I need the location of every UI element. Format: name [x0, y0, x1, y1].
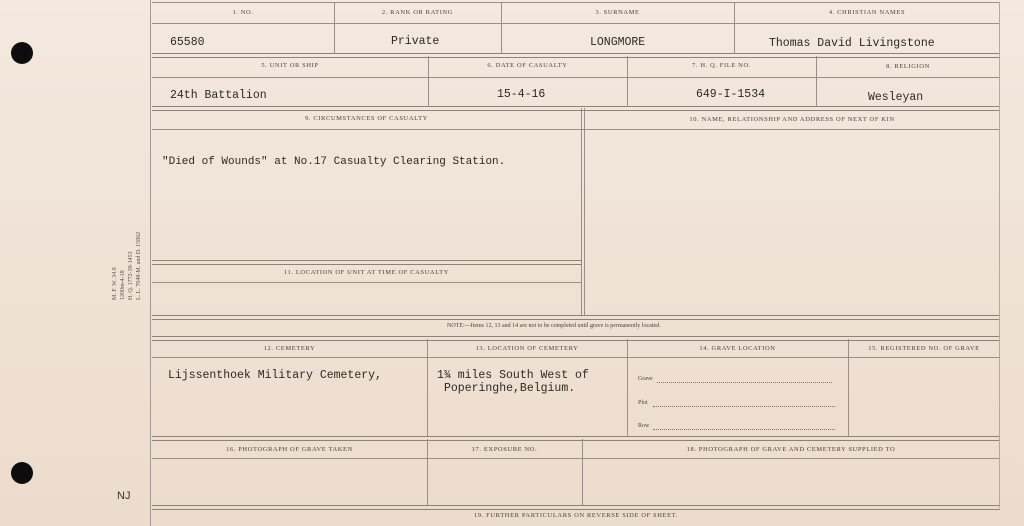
header-rank: 2. RANK OR RATING [381, 9, 454, 16]
value-number: 65580 [170, 36, 205, 49]
side-code-1: M. F. W. 34.8 [112, 267, 118, 300]
side-code-3: H. Q. 1772-39-1453 [128, 251, 134, 300]
header-next-of-kin: 10. NAME, RELATIONSHIP AND ADDRESS OF NEXT OF KIN [689, 116, 895, 123]
value-christian-names: Thomas David Livingstone [769, 37, 935, 50]
header-no: 1. NO. [232, 9, 254, 16]
footer-further-particulars: 19. FURTHER PARTICULARS ON REVERSE SIDE OF SHEET. [474, 512, 678, 519]
side-code-4: L. L. 7048-M. and D. 15862 [136, 231, 142, 300]
header-photograph-supplied: 18. PHOTOGRAPH OF GRAVE AND CEMETERY SUPPLIED TO [686, 446, 896, 453]
value-surname: LONGMORE [590, 36, 646, 49]
header-circumstances: 9. CIRCUMSTANCES OF CASUALTY [305, 115, 428, 122]
value-unit: 24th Battalion [170, 89, 267, 102]
value-religion: Wesleyan [868, 91, 924, 104]
header-location-of-unit: 11. LOCATION OF UNIT AT TIME OF CASUALTY [283, 269, 450, 276]
header-exposure-no: 17. EXPOSURE NO. [471, 446, 538, 453]
value-date: 15-4-16 [497, 88, 546, 101]
plot-label: Plot [638, 400, 648, 406]
header-date: 6. DATE OF CASUALTY [487, 62, 568, 69]
side-codes [108, 230, 148, 310]
value-location-line2: Poperinghe,Belgium. [444, 382, 576, 395]
value-location-line1: 1¾ miles South West of [437, 369, 589, 382]
row-label: Row [638, 423, 650, 429]
header-surname: 3. SURNAME [595, 9, 640, 16]
note-text: NOTE:—Items 12, 13 and 14 are not to be completed until grave is permanently located. [447, 323, 661, 329]
initials: NJ [117, 490, 131, 502]
value-rank: Private [391, 35, 440, 48]
header-unit: 5. UNIT OR SHIP [261, 62, 319, 69]
punch-hole-top [11, 42, 33, 64]
value-cemetery: Lijssenthoek Military Cemetery, [168, 369, 382, 382]
header-registered-no: 15. REGISTERED NO. OF GRAVE [868, 345, 980, 352]
value-file-no: 649-I-1534 [696, 88, 766, 101]
margin-rule [150, 0, 151, 526]
side-code-2: 1200m-4-18 [120, 270, 126, 300]
grave-label: Grave [638, 376, 653, 382]
header-file-no: 7. H. Q. FILE NO. [692, 62, 751, 69]
value-circumstances: "Died of Wounds" at No.17 Casualty Clearing Station. [162, 156, 506, 168]
header-photograph-taken: 16. PHOTOGRAPH OF GRAVE TAKEN [226, 446, 353, 453]
header-cemetery: 12. CEMETERY [263, 345, 316, 352]
punch-hole-bottom [11, 462, 33, 484]
header-religion: 8. RELIGION [886, 63, 930, 70]
header-location-of-cemetery: 13. LOCATION OF CEMETERY [475, 345, 579, 352]
header-grave-location: 14. GRAVE LOCATION [699, 345, 776, 352]
header-christian-names: 4. CHRISTIAN NAMES [828, 9, 906, 16]
